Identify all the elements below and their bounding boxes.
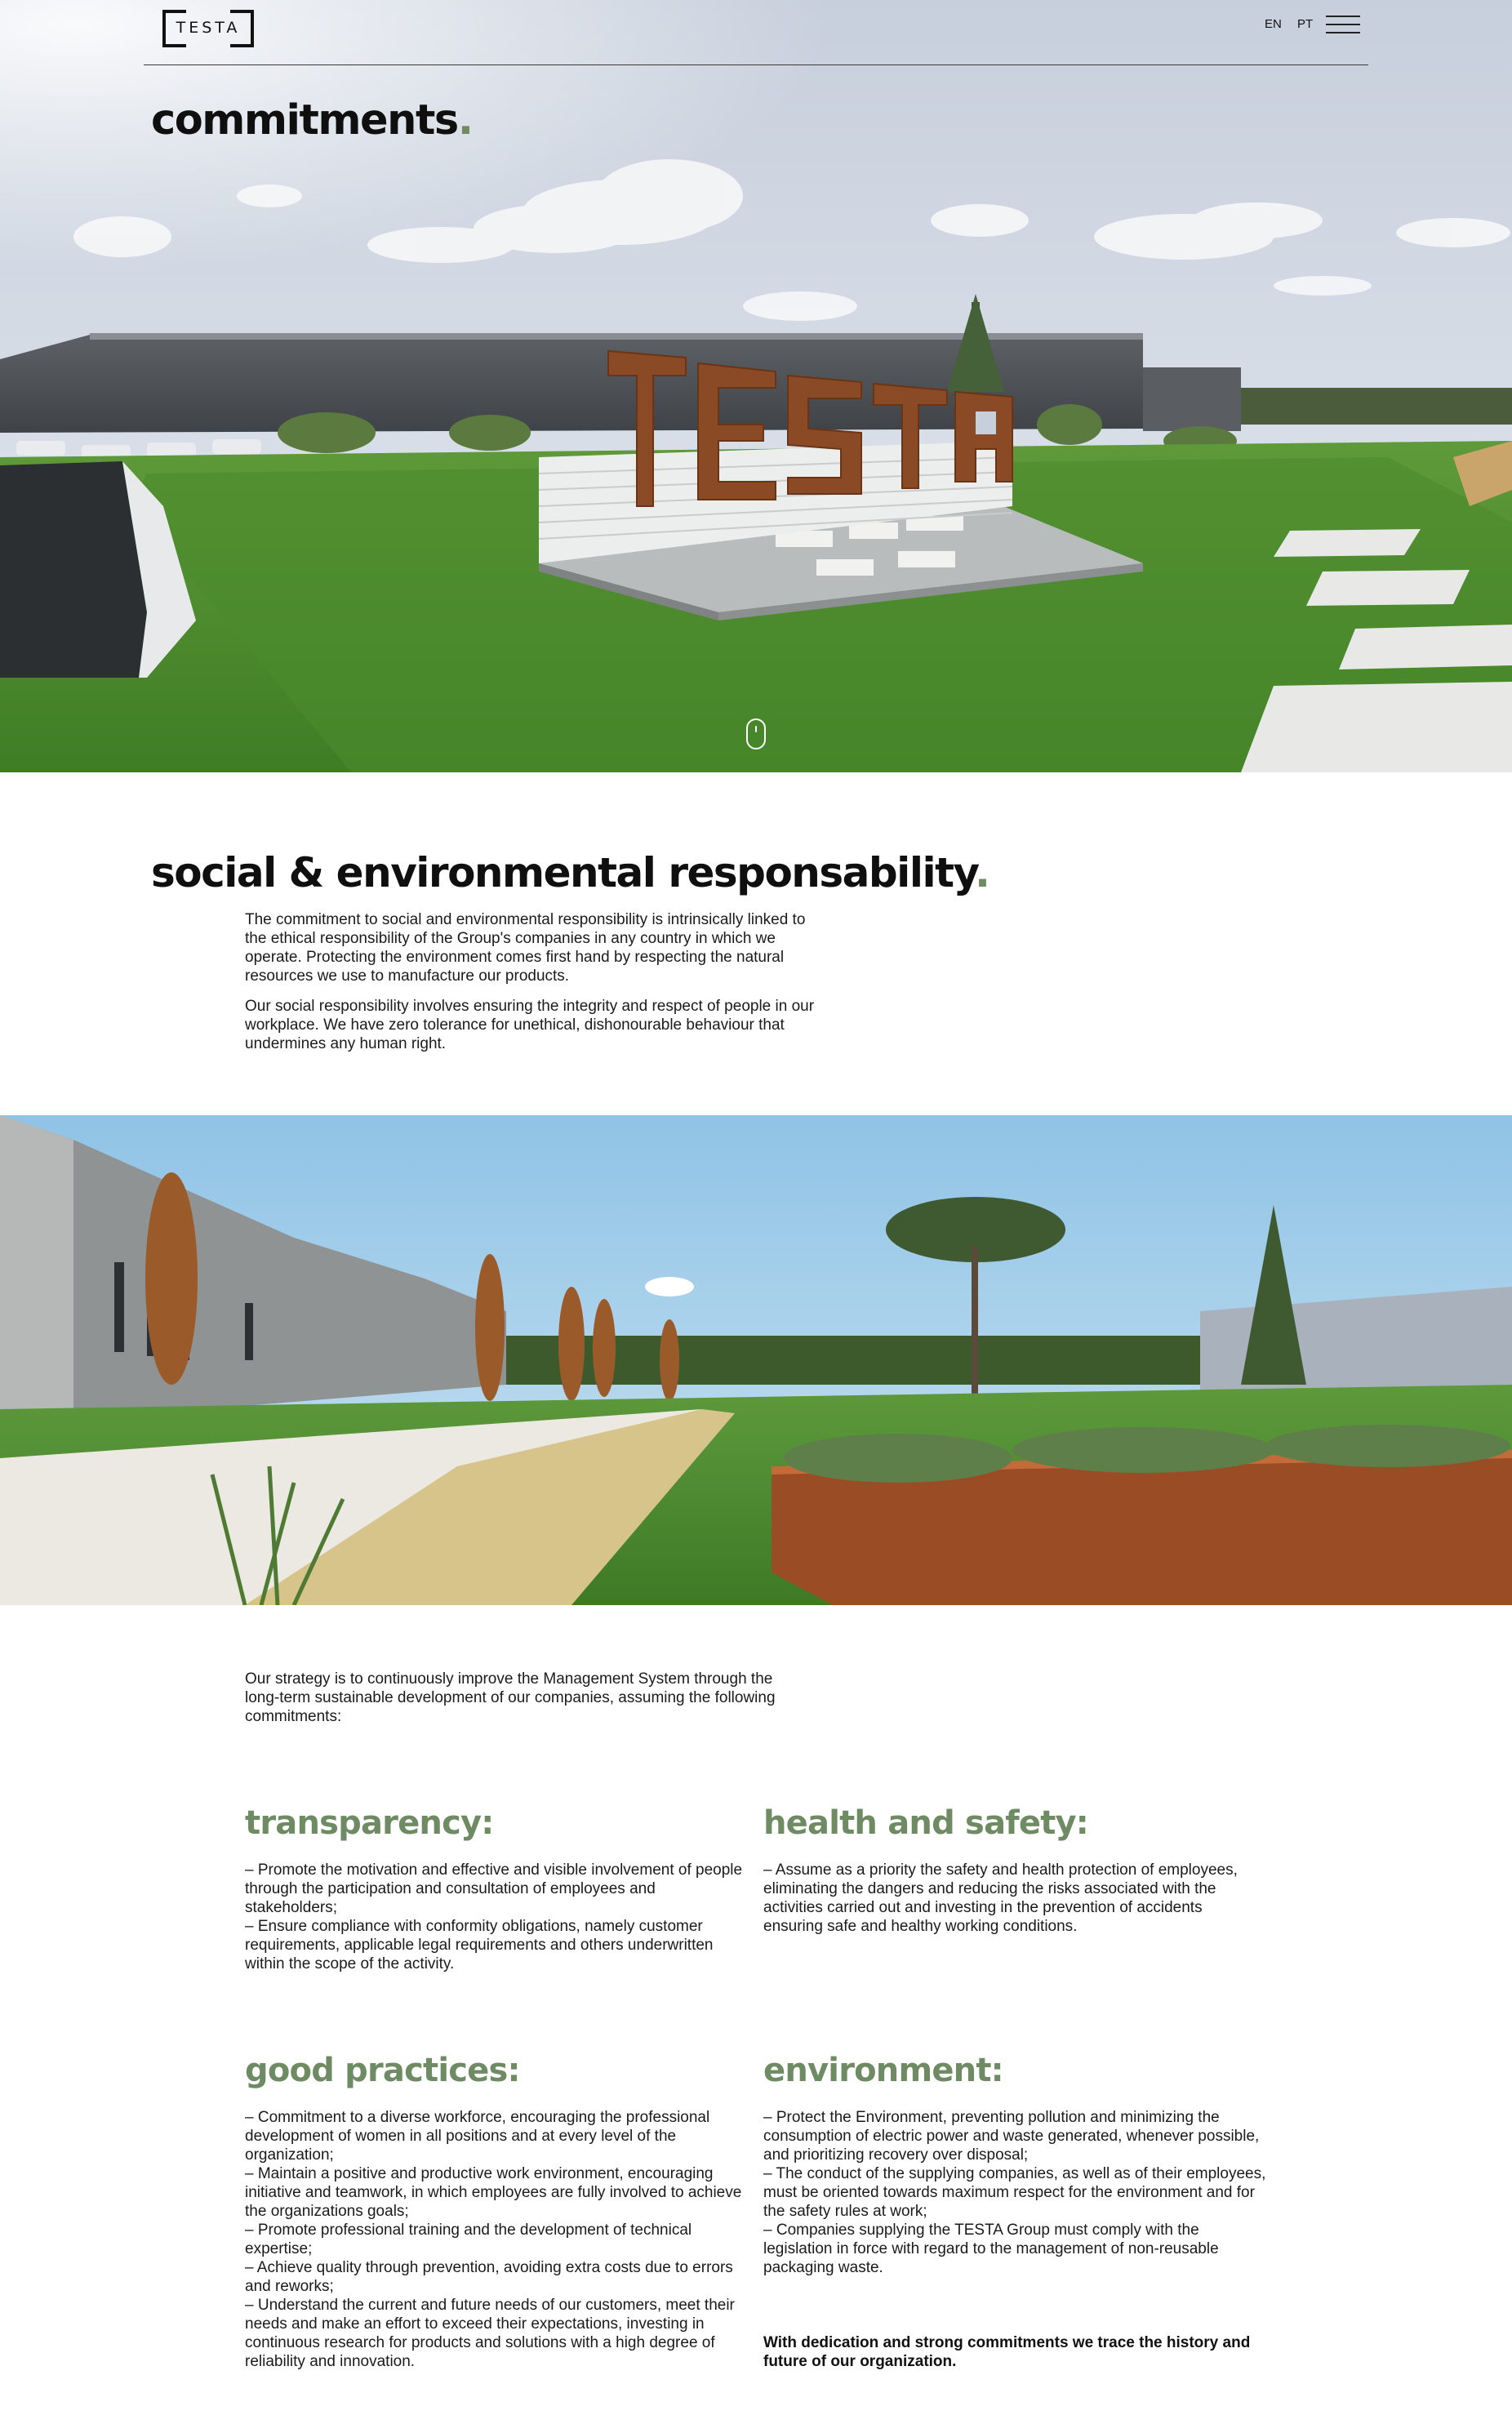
- transparency-list: [245, 1861, 747, 1973]
- language-en-link[interactable]: EN: [1265, 17, 1282, 31]
- closing-statement: With dedication and strong commitments we trace the history and future of our organization.: [763, 2334, 1251, 2370]
- language-pt-link[interactable]: PT: [1297, 17, 1314, 31]
- campus-image: [0, 1115, 1512, 1605]
- campus-photo: [0, 1115, 1512, 1605]
- list-item: – Maintain a positive and productive work environment, encouraging initiative and teamwork, in which employees are fully involved to achieve the organizations goals;: [245, 2165, 742, 2220]
- section-title-social: social & environmental responsability.: [151, 849, 989, 896]
- list-item: – Promote the motivation and effective and visible involvement of people through the participation and consultation of employees and stakeholders;: [245, 1861, 743, 1916]
- hero-section: [0, 0, 1512, 772]
- testa-logo[interactable]: [162, 9, 255, 48]
- list-item: – Protect the Environment, preventing pollution and minimizing the consumption of electric power and waste generated, whenever possible, and prioritizing recovery over disposal;: [763, 2109, 1260, 2164]
- scroll-down-mouse-icon[interactable]: [746, 718, 766, 749]
- list-item: – Achieve quality through prevention, avoiding extra costs due to errors and reworks;: [245, 2259, 733, 2295]
- list-item: – Understand the current and future needs of our customers, meet their needs and make an effort to exceed their expectations, investing in continuous research for products and solutions with a high degree of reliability and innovation.: [245, 2297, 735, 2370]
- list-item: – Commitment to a diverse workforce, encouraging the professional development of women in all positions and at every level of the organization;: [245, 2109, 710, 2164]
- social-paragraph-2: Our social responsibility involves ensuring the integrity and respect of people in our workplace. We have zero tolerance for unethical, dishonourable behaviour that undermines any human right.: [245, 998, 815, 1052]
- title-accent-dot: .: [457, 96, 473, 145]
- environment-list: [763, 2108, 1270, 2277]
- health-safety-list: [763, 1861, 1245, 1936]
- top-navigation-bar: [144, 0, 1368, 65]
- transparency-title: transparency:: [245, 1804, 494, 1842]
- logo-text: TESTA: [176, 19, 241, 37]
- list-item: – Assume as a priority the safety and health protection of employees, eliminating the dangers and reducing the risks associated with the activities carried out and investing in the prevention of accidents ensuring safe and healthy working conditions.: [763, 1861, 1238, 1935]
- list-item: – Promote professional training and the development of technical expertise;: [245, 2222, 692, 2257]
- good-practices-list: [245, 2108, 747, 2371]
- strategy-text: Our strategy is to continuously improve the Management System through the long-term sustainable development of our companies, assuming the following commitments:: [245, 1670, 776, 1725]
- environment-title: environment:: [763, 2052, 1003, 2089]
- hamburger-menu-icon[interactable]: [1326, 16, 1360, 33]
- page-title: commitments.: [151, 96, 473, 145]
- list-item: – The conduct of the supplying companies, as well as of their employees, must be oriented towards maximum respect for the environment and for the safety rules at work;: [763, 2165, 1266, 2220]
- health-safety-title: health and safety:: [763, 1804, 1088, 1842]
- section-accent-dot: .: [975, 849, 989, 896]
- social-paragraph-1: The commitment to social and environmental responsibility is intrinsically linked to the ethical responsibility of the Group's companies in any country in which we operate. Protecting the environment comes first hand by respecting the natural resources we use to manufacture our products.: [245, 911, 806, 985]
- list-item: – Ensure compliance with conformity obligations, namely customer requirements, applicable legal requirements and others underwritten within the scope of the activity.: [245, 1918, 714, 1973]
- good-practices-title: good practices:: [245, 2052, 520, 2089]
- list-item: – Companies supplying the TESTA Group must comply with the legislation in force with regard to the management of non-reusable packaging waste.: [763, 2222, 1219, 2276]
